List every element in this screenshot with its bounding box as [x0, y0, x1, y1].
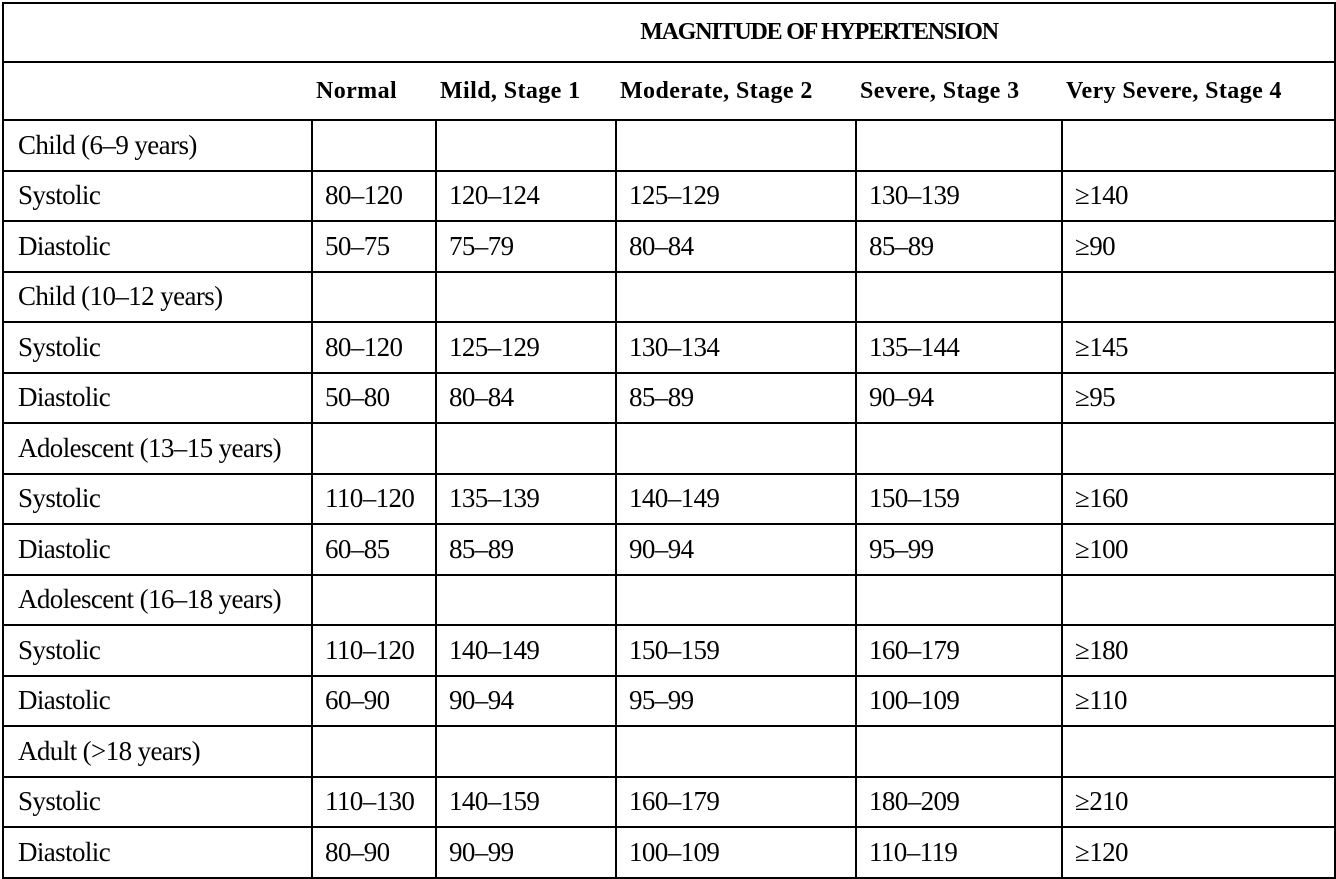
column-header-blank: [3, 62, 312, 120]
table-cell: [312, 726, 436, 777]
table-cell: [312, 575, 436, 626]
table-cell: [1062, 120, 1335, 171]
table-cell: ≥140: [1062, 171, 1335, 222]
column-header-very-severe-stage-4: Very Severe, Stage 4: [1062, 62, 1335, 120]
table-cell: ≥160: [1062, 474, 1335, 525]
table-cell: 125–129: [616, 171, 856, 222]
row-label: Adolescent (16–18 years): [3, 575, 312, 626]
table-cell: [1062, 423, 1335, 474]
table-cell: ≥145: [1062, 322, 1335, 373]
table-cell: 110–119: [856, 827, 1062, 878]
table-cell: 80–84: [436, 373, 616, 424]
row-label: Diastolic: [3, 221, 312, 272]
table-cell: 85–89: [856, 221, 1062, 272]
table-cell: 110–120: [312, 625, 436, 676]
table-cell: 90–99: [436, 827, 616, 878]
table-cell: [436, 575, 616, 626]
table-row: [3, 726, 1335, 777]
table-row: [3, 777, 1335, 828]
table-cell: [312, 120, 436, 171]
table-cell: ≥120: [1062, 827, 1335, 878]
table-cell: [616, 575, 856, 626]
table-row: [3, 373, 1335, 424]
table-cell: 150–159: [856, 474, 1062, 525]
table-cell: [616, 423, 856, 474]
table-row: [3, 120, 1335, 171]
table-cell: 50–75: [312, 221, 436, 272]
table-cell: [1062, 272, 1335, 323]
table-row: [3, 676, 1335, 727]
table-cell: 150–159: [616, 625, 856, 676]
table-cell: [856, 423, 1062, 474]
table-row: [3, 322, 1335, 373]
table-cell: ≥180: [1062, 625, 1335, 676]
table-cell: 120–124: [436, 171, 616, 222]
table-cell: 160–179: [856, 625, 1062, 676]
table-cell: 110–130: [312, 777, 436, 828]
table-cell: ≥210: [1062, 777, 1335, 828]
table-cell: 60–85: [312, 524, 436, 575]
table-cell: 80–90: [312, 827, 436, 878]
table-cell: 85–89: [436, 524, 616, 575]
column-header-row: [3, 62, 1335, 120]
table-body: [3, 3, 1335, 878]
table-cell: [436, 423, 616, 474]
column-header-mild-stage-1: Mild, Stage 1: [436, 62, 616, 120]
table-title-row: [3, 3, 1335, 62]
table-cell: 80–84: [616, 221, 856, 272]
table-cell: 140–159: [436, 777, 616, 828]
table-row: [3, 827, 1335, 878]
column-header-severe-stage-3: Severe, Stage 3: [856, 62, 1062, 120]
table-cell: 100–109: [616, 827, 856, 878]
table-cell: ≥95: [1062, 373, 1335, 424]
table-row: [3, 423, 1335, 474]
table-cell: 90–94: [436, 676, 616, 727]
table-cell: [616, 726, 856, 777]
table-cell: 75–79: [436, 221, 616, 272]
table-row: [3, 474, 1335, 525]
table-row: [3, 171, 1335, 222]
row-label: Child (6–9 years): [3, 120, 312, 171]
table-cell: 140–149: [616, 474, 856, 525]
row-label: Systolic: [3, 625, 312, 676]
hypertension-table: [2, 2, 1336, 879]
table-cell: [856, 726, 1062, 777]
table-cell: 135–144: [856, 322, 1062, 373]
table-cell: 110–120: [312, 474, 436, 525]
table-cell: 130–139: [856, 171, 1062, 222]
row-label: Adolescent (13–15 years): [3, 423, 312, 474]
row-label: Adult (>18 years): [3, 726, 312, 777]
table-row: [3, 272, 1335, 323]
table-cell: 135–139: [436, 474, 616, 525]
table-cell: 90–94: [616, 524, 856, 575]
table-cell: [436, 272, 616, 323]
column-header-normal: Normal: [312, 62, 436, 120]
table-cell: 80–120: [312, 322, 436, 373]
row-label: Child (10–12 years): [3, 272, 312, 323]
table-cell: 140–149: [436, 625, 616, 676]
table-cell: [436, 120, 616, 171]
table-cell: [1062, 726, 1335, 777]
table-cell: 180–209: [856, 777, 1062, 828]
table-cell: 160–179: [616, 777, 856, 828]
table-cell: 95–99: [856, 524, 1062, 575]
table-cell: [856, 272, 1062, 323]
table-cell: 85–89: [616, 373, 856, 424]
table-cell: 80–120: [312, 171, 436, 222]
table-cell: [616, 272, 856, 323]
row-label: Systolic: [3, 474, 312, 525]
row-label: Diastolic: [3, 676, 312, 727]
row-label: Diastolic: [3, 373, 312, 424]
row-label: Systolic: [3, 777, 312, 828]
table-cell: 90–94: [856, 373, 1062, 424]
table-cell: [436, 726, 616, 777]
table-cell: ≥90: [1062, 221, 1335, 272]
table-cell: [856, 575, 1062, 626]
table-cell: [616, 120, 856, 171]
row-label: Systolic: [3, 171, 312, 222]
table-cell: 50–80: [312, 373, 436, 424]
table-cell: [312, 423, 436, 474]
table-cell: 95–99: [616, 676, 856, 727]
table-cell: ≥100: [1062, 524, 1335, 575]
table-cell: [856, 120, 1062, 171]
table-title: MAGNITUDE OF HYPERTENSION: [3, 3, 1335, 62]
row-label: Systolic: [3, 322, 312, 373]
table-row: [3, 221, 1335, 272]
table-cell: [312, 272, 436, 323]
table-row: [3, 524, 1335, 575]
table-cell: 100–109: [856, 676, 1062, 727]
row-label: Diastolic: [3, 827, 312, 878]
table-cell: [1062, 575, 1335, 626]
table-cell: 130–134: [616, 322, 856, 373]
table-cell: 60–90: [312, 676, 436, 727]
table-row: [3, 625, 1335, 676]
column-header-moderate-stage-2: Moderate, Stage 2: [616, 62, 856, 120]
table-cell: 125–129: [436, 322, 616, 373]
row-label: Diastolic: [3, 524, 312, 575]
table-cell: ≥110: [1062, 676, 1335, 727]
table-row: [3, 575, 1335, 626]
